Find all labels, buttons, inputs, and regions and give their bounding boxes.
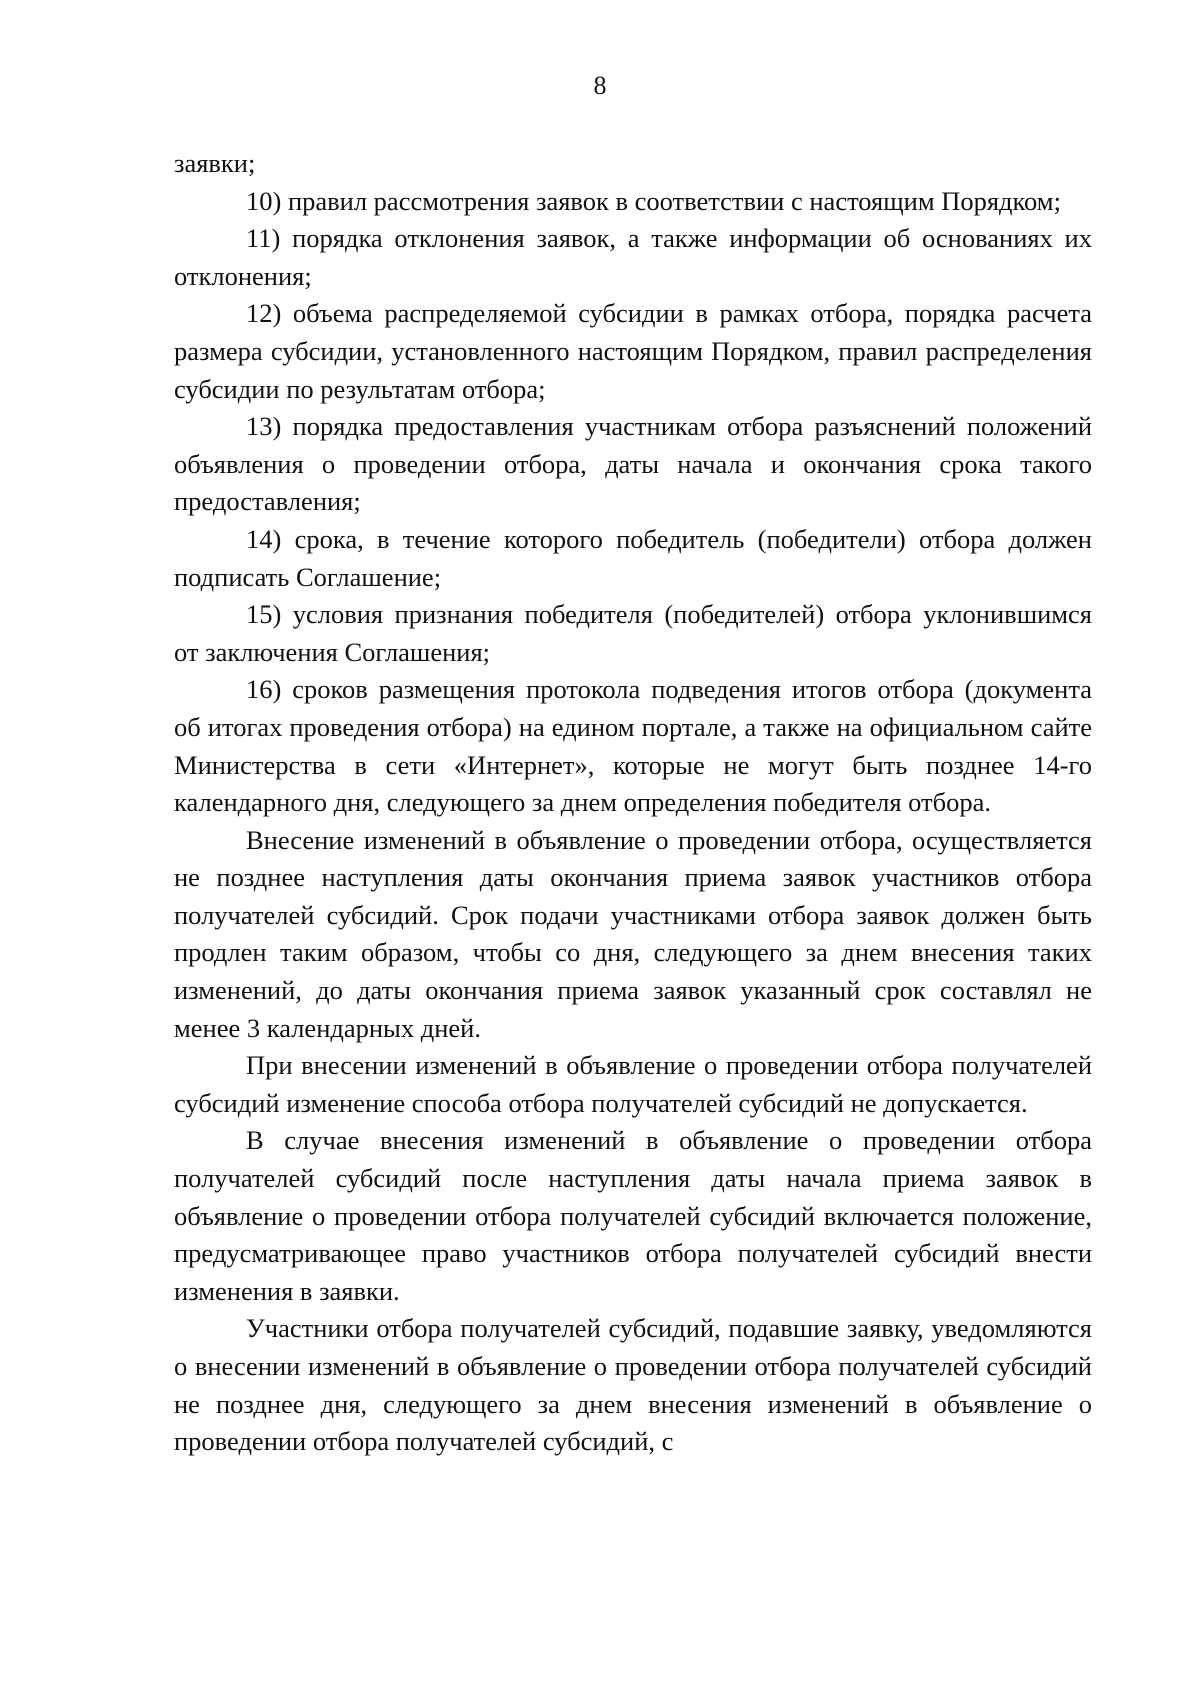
list-item-14: 14) срока, в течение которого победитель (победители) отбора должен подписать Соглашение; <box>174 523 1092 592</box>
paragraph-after-start: В случае внесения изменений в объявление о проведении отбора получателей субсидий после наступления даты начала приема заявок в объявление о проведении отбора получателей субсидий включается положение, предусматривающее право участников отбора получателей субсидий внести изменения в заявки. <box>174 1125 1092 1306</box>
list-item-16: 16) сроков размещения протокола подведения итогов отбора (документа об итогах проведения отбора) на едином портале, а также на официальном сайте Министерства в сети «Интернет», которые не могут быть позднее 14-го календарного дня, следующего за днем определения победителя отбора. <box>174 674 1092 818</box>
list-item-12: 12) объема распределяемой субсидии в рамках отбора, порядка расчета размера субсидии, установленного настоящим Порядком, правил распределения субсидии по результатам отбора; <box>174 298 1092 404</box>
page-number: 8 <box>593 71 607 100</box>
paragraph-method-change: При внесении изменений в объявление о проведении отбора получателей субсидий изменение способа отбора получателей субсидий не допускается. <box>174 1050 1092 1118</box>
document-body <box>174 145 1092 1461</box>
paragraph-continuation: заявки; <box>174 148 256 178</box>
list-item-10: 10) правил рассмотрения заявок в соответствии с настоящим Порядком; <box>246 185 1061 216</box>
paragraph-notification: Участники отбора получателей субсидий, подавшие заявку, уведомляются о внесении изменений в объявление о проведении отбора получателей субсидий не позднее дня, следующего за днем внесения изменений в объявление о проведении отбора получателей субсидий, с <box>174 1313 1092 1457</box>
paragraph-amendments: Внесение изменений в объявление о проведении отбора, осуществляется не позднее наступления даты окончания приема заявок участников отбора получателей субсидий. Срок подачи участниками отбора заявок должен быть продлен таким образом, чтобы со дня, следующего за днем внесения таких изменений, до даты окончания приема заявок указанный срок составлял не менее 3 календарных дней. <box>174 824 1092 1043</box>
list-item-15: 15) условия признания победителя (победителей) отбора уклонившимся от заключения Соглашения; <box>174 599 1092 667</box>
list-item-11: 11) порядка отклонения заявок, а также информации об основаниях их отклонения; <box>174 223 1092 291</box>
list-item-13: 13) порядка предоставления участникам отбора разъяснений положений объявления о проведении отбора, даты начала и окончания срока такого предоставления; <box>174 411 1092 517</box>
